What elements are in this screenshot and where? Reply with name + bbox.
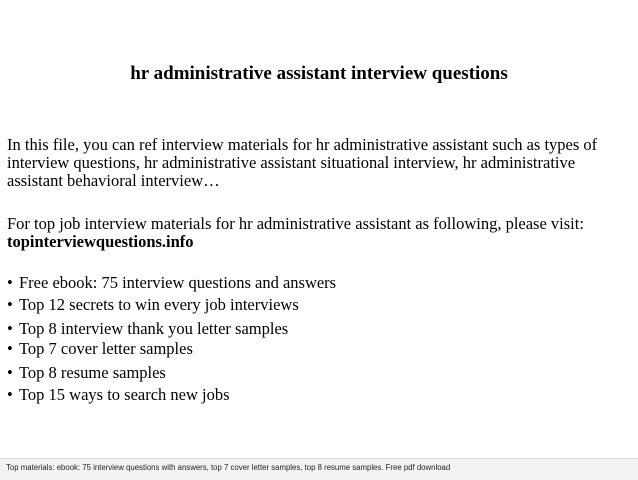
footer-bar	[0, 458, 638, 480]
list-item-text: Free ebook: 75 interview questions and answers	[19, 273, 337, 292]
visit-text: For top job interview materials for hr administrative assistant as following, please visit:	[7, 214, 584, 233]
bullet-icon: •	[7, 339, 13, 358]
slide-title: hr administrative assistant interview questions	[130, 63, 508, 84]
footer-text: Top materials: ebook: 75 interview questions with answers, top 7 cover letter samples, top 8 resume samples. Free pdf download	[6, 463, 451, 472]
site-link[interactable]: topinterviewquestions.info	[7, 232, 194, 251]
bullet-icon: •	[7, 295, 13, 314]
list-item	[7, 274, 336, 292]
list-item-text: Top 8 resume samples	[19, 363, 166, 382]
visit-block	[7, 215, 633, 251]
list-item	[7, 340, 193, 358]
list-item	[7, 364, 166, 382]
intro-paragraph	[7, 136, 633, 190]
bullet-icon: •	[7, 273, 13, 292]
list-item-text: Top 15 ways to search new jobs	[19, 385, 230, 404]
list-item	[7, 386, 230, 404]
bullet-icon: •	[7, 319, 13, 338]
list-item-text: Top 8 interview thank you letter samples	[19, 319, 289, 338]
bullet-icon: •	[7, 363, 13, 382]
list-item	[7, 296, 299, 314]
list-item-text: Top 12 secrets to win every job interviews	[19, 295, 299, 314]
bullet-icon: •	[7, 385, 13, 404]
list-item	[7, 320, 288, 338]
list-item-text: Top 7 cover letter samples	[19, 339, 193, 358]
intro-text: In this file, you can ref interview materials for hr administrative assistant such as types of interview questions, hr administrative assistant situational interview, hr administrative assistant behavioral interview…	[7, 135, 598, 190]
